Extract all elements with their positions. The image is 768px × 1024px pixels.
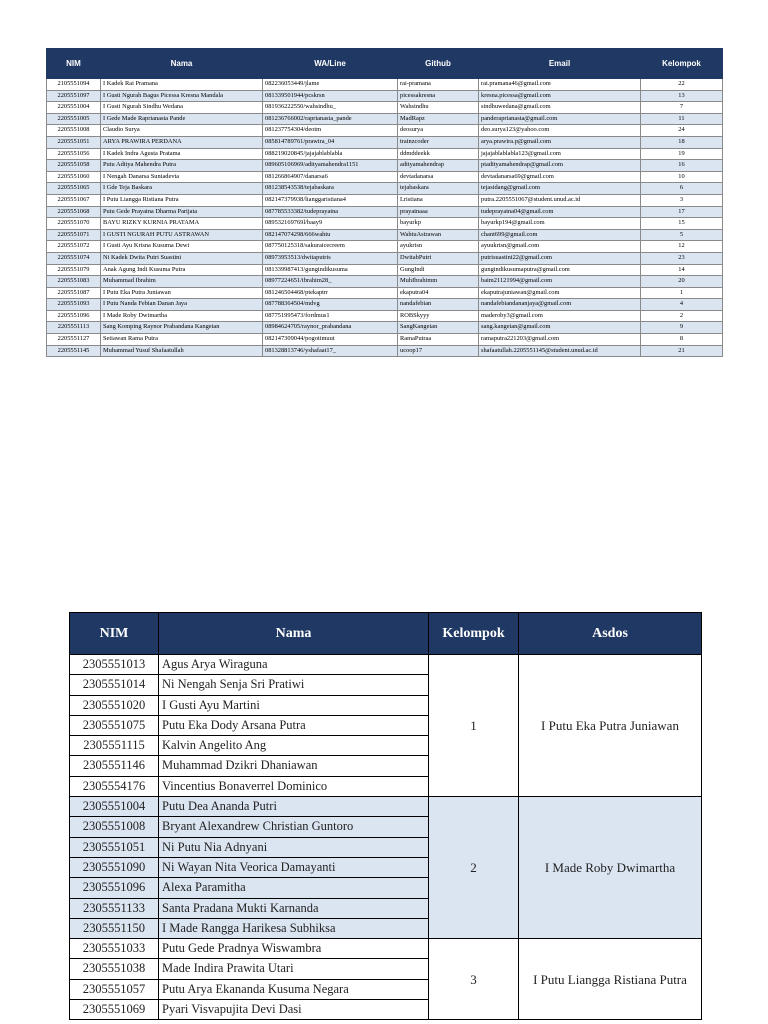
nim-cell: 2205551083 (47, 276, 101, 288)
nim-cell: 2205551008 (47, 125, 101, 137)
table-row (47, 136, 723, 148)
github-cell: bayurkp (398, 218, 479, 230)
wa-line-cell: 08984624705/raynor_prabandana (263, 322, 398, 334)
nama-cell: Santa Pradana Mukti Karnanda (159, 898, 429, 918)
header-nim: NIM (47, 49, 101, 79)
nim-cell: 2305551075 (70, 715, 159, 735)
nama-cell: I Gusti Ayu Martini (159, 695, 429, 715)
nama-cell: ARYA PRAWIRA PERDANA (101, 136, 263, 148)
nama-cell: Muhammad Dzikri Dhaniawan (159, 756, 429, 776)
nama-cell: Ni Putu Nia Adnyani (159, 837, 429, 857)
kelompok-cell: 22 (641, 79, 723, 91)
table-row (47, 125, 723, 137)
nim-cell: 2305551150 (70, 918, 159, 938)
wa-line-cell: 082147074298/666wahtu (263, 229, 398, 241)
kelompok-cell: 10 (641, 171, 723, 183)
nama-cell: I Putu Eka Putra Juniawan (101, 287, 263, 299)
github-cell: picessakresna (398, 90, 479, 102)
kelompok-cell: 11 (641, 113, 723, 125)
header-asdos: Asdos (519, 613, 702, 655)
nim-cell: 2305554176 (70, 776, 159, 796)
table-row (47, 345, 723, 357)
github-cell: deosurya (398, 125, 479, 137)
table-row (47, 322, 723, 334)
nama-cell: Bryant Alexandrew Christian Guntoro (159, 817, 429, 837)
github-cell: ucoop17 (398, 345, 479, 357)
nim-cell: 2305551014 (70, 675, 159, 695)
nama-cell: BAYU RIZKY KURNIA PRATAMA (101, 218, 263, 230)
kelompok-cell: 20 (641, 276, 723, 288)
table-row (47, 183, 723, 195)
email-cell: ptadityamahendrap@gmail.com (479, 160, 641, 172)
table-row (70, 655, 702, 675)
nama-cell: I Kadek Indra Agusta Pratama (101, 148, 263, 160)
nama-cell: I Gede Made Raprianasta Pande (101, 113, 263, 125)
github-cell: trainzcoder (398, 136, 479, 148)
nama-cell: I Putu Nanda Febian Danan Jaya (101, 299, 263, 311)
wa-line-cell: 081246504468/ptekaptrr (263, 287, 398, 299)
wa-line-cell: 082147379938/lianggaristiana4 (263, 194, 398, 206)
nama-cell: Agus Arya Wiraguna (159, 655, 429, 675)
table-row (47, 276, 723, 288)
nim-cell: 2305551008 (70, 817, 159, 837)
wa-line-cell: 088219020845/jajajablablabla (263, 148, 398, 160)
email-cell: jajajablablabla123@gmail.com (479, 148, 641, 160)
nama-cell: Putu Aditya Mahendra Putra (101, 160, 263, 172)
kelompok-cell: 13 (641, 90, 723, 102)
email-cell: bayurkp194@gmail.com (479, 218, 641, 230)
nama-cell: Alexa Paramitha (159, 878, 429, 898)
kelompok-cell: 16 (641, 160, 723, 172)
nama-cell: Putu Eka Dody Arsana Putra (159, 715, 429, 735)
table-row (47, 79, 723, 91)
nim-cell: 2205551058 (47, 160, 101, 172)
table-row (47, 299, 723, 311)
table-row (47, 90, 723, 102)
email-cell: kresna.picessa@gmail.com (479, 90, 641, 102)
nama-cell: I Made Rangga Harikesa Subhiksa (159, 918, 429, 938)
wa-line-cell: 082236053449/jlame (263, 79, 398, 91)
github-cell: ekaputra04 (398, 287, 479, 299)
nim-cell: 2205551056 (47, 148, 101, 160)
github-cell: tejabaskara (398, 183, 479, 195)
email-cell: shafaatullah.2205551145@student.unud.ac.id (479, 345, 641, 357)
table-row (47, 218, 723, 230)
header-kelompok: Kelompok (641, 49, 723, 79)
table-row (47, 334, 723, 346)
nim-cell: 2205551065 (47, 183, 101, 195)
table-row (47, 241, 723, 253)
nama-cell: Putu Gede Prayatna Dharma Parijata (101, 206, 263, 218)
nim-cell: 2205551067 (47, 194, 101, 206)
table-row (47, 160, 723, 172)
wa-line-cell: 081238543538/tejabaskara (263, 183, 398, 195)
table-row (70, 939, 702, 959)
nim-cell: 2205551068 (47, 206, 101, 218)
wa-line-cell: 08973953513/dwitaputris (263, 252, 398, 264)
wa-line-cell: 087750125318/sakuraicecreem (263, 241, 398, 253)
wa-line-cell: 089605106969/adityamahendra1151 (263, 160, 398, 172)
wa-line-cell: 081339987413/gungindikusuma (263, 264, 398, 276)
table-header-row (70, 613, 702, 655)
nim-cell: 2305551033 (70, 939, 159, 959)
table-row (47, 102, 723, 114)
nim-cell: 2205551097 (47, 90, 101, 102)
github-cell: RamaPutraa (398, 334, 479, 346)
github-cell: Wahsindhu (398, 102, 479, 114)
student-contact-table (46, 48, 723, 357)
nim-cell: 2205551004 (47, 102, 101, 114)
asdos-cell: I Putu Eka Putra Juniawan (519, 655, 702, 797)
kelompok-cell: 23 (641, 252, 723, 264)
table-header-row (47, 49, 723, 79)
email-cell: devtadanarsa69@gmail.com (479, 171, 641, 183)
nama-cell: I GUSTI NGURAH PUTU ASTRAWAN (101, 229, 263, 241)
kelompok-cell: 1 (641, 287, 723, 299)
nim-cell: 2205551113 (47, 322, 101, 334)
email-cell: tudeprayatna04@gmail.com (479, 206, 641, 218)
email-cell: arya.prawira.p@gmail.com (479, 136, 641, 148)
group-assignment-table (69, 612, 702, 1020)
nama-cell: I Kadek Rai Pramana (101, 79, 263, 91)
header-email: Email (479, 49, 641, 79)
email-cell: sindhuwedana@gmail.com (479, 102, 641, 114)
email-cell: baim21121994@gmail.com (479, 276, 641, 288)
header-kelompok: Kelompok (429, 613, 519, 655)
wa-line-cell: 081237754304/deotm (263, 125, 398, 137)
nama-cell: Ni Kadek Dwita Putri Suastini (101, 252, 263, 264)
nim-cell: 2305551038 (70, 959, 159, 979)
nama-cell: Muhammad Ibrahim (101, 276, 263, 288)
github-cell: DwitabPutri (398, 252, 479, 264)
kelompok-cell: 3 (641, 194, 723, 206)
header-nama: Nama (159, 613, 429, 655)
wa-line-cell: 081936222550/wahsindhu_ (263, 102, 398, 114)
table-row (47, 310, 723, 322)
email-cell: ramaputra221203@gmail.com (479, 334, 641, 346)
kelompok-cell: 15 (641, 218, 723, 230)
wa-line-cell: 087785533382/tudeprayatna (263, 206, 398, 218)
nim-cell: 2305551004 (70, 797, 159, 817)
wa-line-cell: 08977224651/ibrahim28_ (263, 276, 398, 288)
table-row (47, 252, 723, 264)
email-cell: putra.2205551067@student.unud.ac.id (479, 194, 641, 206)
nim-cell: 2305551020 (70, 695, 159, 715)
nama-cell: I Gusti Ngurah Bagus Picessa Kresna Mandala (101, 90, 263, 102)
wa-line-cell: 081339501944/pcskrsn (263, 90, 398, 102)
email-cell: panderaprianasta@gmail.com (479, 113, 641, 125)
table-row (47, 229, 723, 241)
email-cell: rai.pramana46@gmail.com (479, 79, 641, 91)
nim-cell: 2205551074 (47, 252, 101, 264)
nama-cell: Putu Arya Ekananda Kusuma Negara (159, 979, 429, 999)
wa-line-cell: 089532169769l/baay9 (263, 218, 398, 230)
nama-cell: Anak Agung Indi Kusuma Putra (101, 264, 263, 276)
github-cell: ddmddeekk (398, 148, 479, 160)
nama-cell: I Nengah Danarsa Suniadevta (101, 171, 263, 183)
nim-cell: 2205551071 (47, 229, 101, 241)
nim-cell: 2205551079 (47, 264, 101, 276)
email-cell: gungindikusumaputra@gmail.com (479, 264, 641, 276)
header-github: Github (398, 49, 479, 79)
nim-cell: 2305551115 (70, 736, 159, 756)
kelompok-cell: 8 (641, 334, 723, 346)
kelompok-cell: 21 (641, 345, 723, 357)
nama-cell: Putu Dea Ananda Putri (159, 797, 429, 817)
nama-cell: I Gusti Ayu Krisna Kusuma Dewi (101, 241, 263, 253)
asdos-cell: I Putu Liangga Ristiana Putra (519, 939, 702, 1020)
github-cell: nandafebian (398, 299, 479, 311)
email-cell: nandafebiandananjaya@gmail.com (479, 299, 641, 311)
github-cell: SangKangetan (398, 322, 479, 334)
kelompok-cell: 3 (429, 939, 519, 1020)
table-row (70, 797, 702, 817)
email-cell: chant699@gmail.com (479, 229, 641, 241)
github-cell: ayukrisn (398, 241, 479, 253)
kelompok-cell: 9 (641, 322, 723, 334)
kelompok-cell: 5 (641, 229, 723, 241)
asdos-cell: I Made Roby Dwimartha (519, 797, 702, 939)
nim-cell: 2205551005 (47, 113, 101, 125)
nama-cell: Putu Gede Pradnya Wiswambra (159, 939, 429, 959)
nama-cell: Sang Komping Raynor Prabandana Kangetan (101, 322, 263, 334)
github-cell: GungIndi (398, 264, 479, 276)
nim-cell: 2205551093 (47, 299, 101, 311)
table-row (47, 148, 723, 160)
nama-cell: Vincentius Bonaverrel Dominico (159, 776, 429, 796)
header-wa-line: WA/Line (263, 49, 398, 79)
kelompok-cell: 2 (641, 310, 723, 322)
nama-cell: Made Indira Prawita Utari (159, 959, 429, 979)
nim-cell: 2205551145 (47, 345, 101, 357)
nim-cell: 2305551051 (70, 837, 159, 857)
table-row (47, 206, 723, 218)
kelompok-cell: 1 (429, 655, 519, 797)
nama-cell: I Putu Liangga Ristiana Putra (101, 194, 263, 206)
nim-cell: 2205551060 (47, 171, 101, 183)
wa-line-cell: 081236766002/raprianasta_pande (263, 113, 398, 125)
email-cell: deo.surya123@yahoo.com (479, 125, 641, 137)
github-cell: devtadanarsa (398, 171, 479, 183)
email-cell: putrisuastini22@gmail.com (479, 252, 641, 264)
github-cell: Lristiana (398, 194, 479, 206)
kelompok-cell: 24 (641, 125, 723, 137)
nama-cell: Setiawan Rama Putra (101, 334, 263, 346)
github-cell: MadRapz (398, 113, 479, 125)
github-cell: prayatnaaa (398, 206, 479, 218)
nim-cell: 2205551087 (47, 287, 101, 299)
wa-line-cell: 087788364504/mdvg (263, 299, 398, 311)
nama-cell: I Gde Teja Baskara (101, 183, 263, 195)
kelompok-cell: 14 (641, 264, 723, 276)
github-cell: WahtuAstrawan (398, 229, 479, 241)
header-nama: Nama (101, 49, 263, 79)
header-nim: NIM (70, 613, 159, 655)
kelompok-cell: 12 (641, 241, 723, 253)
nim-cell: 2305551090 (70, 857, 159, 877)
nama-cell: Ni Nengah Senja Sri Pratiwi (159, 675, 429, 695)
table-row (47, 194, 723, 206)
wa-line-cell: 081266864907/danarsa6 (263, 171, 398, 183)
nim-cell: 2205551096 (47, 310, 101, 322)
nim-cell: 2305551069 (70, 1000, 159, 1020)
table-row (47, 113, 723, 125)
email-cell: maderoby3@gmail.com (479, 310, 641, 322)
nim-cell: 2205551072 (47, 241, 101, 253)
github-cell: ROBSkyyy (398, 310, 479, 322)
wa-line-cell: 087751995473/fordmus1 (263, 310, 398, 322)
nama-cell: I Gusti Ngurah Sindhu Wedana (101, 102, 263, 114)
nama-cell: Kalvin Angelito Ang (159, 736, 429, 756)
nim-cell: 2205551127 (47, 334, 101, 346)
nim-cell: 2305551146 (70, 756, 159, 776)
github-cell: adityamahendrap (398, 160, 479, 172)
nim-cell: 2305551057 (70, 979, 159, 999)
table-row (47, 171, 723, 183)
email-cell: tejasidang@gmail.com (479, 183, 641, 195)
kelompok-cell: 2 (429, 797, 519, 939)
nim-cell: 2305551096 (70, 878, 159, 898)
nama-cell: Ni Wayan Nita Veorica Damayanti (159, 857, 429, 877)
kelompok-cell: 18 (641, 136, 723, 148)
nim-cell: 2305551133 (70, 898, 159, 918)
wa-line-cell: 082147309044/pogotimuut (263, 334, 398, 346)
nim-cell: 2205551051 (47, 136, 101, 148)
nama-cell: Pyari Visvapujita Devi Dasi (159, 1000, 429, 1020)
github-cell: rai-pramana (398, 79, 479, 91)
nim-cell: 2105551094 (47, 79, 101, 91)
wa-line-cell: 081328813746/yshafaat17_ (263, 345, 398, 357)
nama-cell: Muhammad Yusuf Shafaatullah (101, 345, 263, 357)
kelompok-cell: 7 (641, 102, 723, 114)
email-cell: ekaputrajuniawan@gmail.com (479, 287, 641, 299)
kelompok-cell: 4 (641, 299, 723, 311)
kelompok-cell: 19 (641, 148, 723, 160)
table-row (47, 287, 723, 299)
email-cell: ayuukrisn@gmail.com (479, 241, 641, 253)
github-cell: MuhIbrahimm (398, 276, 479, 288)
email-cell: sang.kangetan@gmail.com (479, 322, 641, 334)
kelompok-cell: 6 (641, 183, 723, 195)
nim-cell: 2305551013 (70, 655, 159, 675)
nim-cell: 2205551070 (47, 218, 101, 230)
table-row (47, 264, 723, 276)
kelompok-cell: 17 (641, 206, 723, 218)
nama-cell: I Made Roby Dwimartha (101, 310, 263, 322)
nama-cell: Claudio Surya (101, 125, 263, 137)
wa-line-cell: 085814789761/prawira_04 (263, 136, 398, 148)
